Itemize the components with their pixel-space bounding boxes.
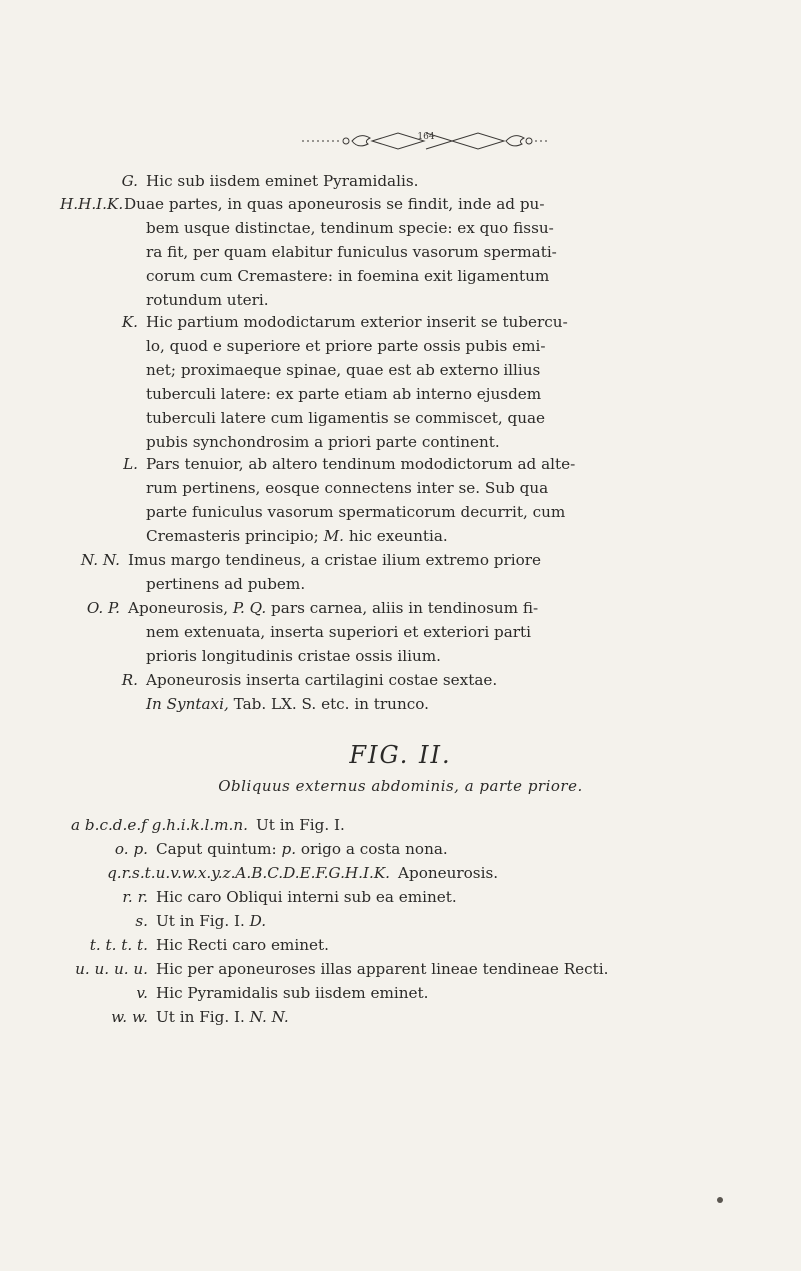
entry-label: H.H.I.K. (60, 195, 124, 213)
entry-text: Ut in Fig. I. (156, 1008, 245, 1026)
inline-text: hic exeuntia. (348, 527, 448, 545)
entry-text: Hic per aponeuroses illas apparent lineae tendineae Recti. (156, 960, 609, 978)
entry-line: bem usque distinctae, tendinum specie: ex quo fissu- (146, 219, 554, 237)
entry-line: pubis synchondrosim a priori parte continent. (146, 433, 500, 451)
entry-line-text: Cremasteris principio; (146, 527, 319, 545)
entry-line: corum cum Cremastere: in foemina exit ligamentum (146, 267, 550, 285)
entry-label: w. w. (111, 1008, 148, 1026)
entry-line: Pars tenuior, ab altero tendinum mododictorum ad alte- (146, 455, 576, 473)
page-number: 164 (417, 132, 435, 142)
entry-label: t. t. t. t. (89, 936, 148, 954)
entry-label: u. u. u. u. (75, 960, 148, 978)
entry-line: tuberculi latere: ex parte etiam ab interno ejusdem (146, 385, 542, 403)
ink-spot (717, 1197, 723, 1203)
entry-text: Hic Recti caro eminet. (156, 936, 329, 954)
extra-label: D. (249, 912, 267, 930)
entry-line: parte funiculus vasorum spermaticorum decurrit, cum (146, 503, 566, 521)
entry-line: Hic partium mododictarum exterior inserit se tubercu- (146, 313, 568, 331)
entry-line: pertinens ad pubem. (146, 575, 306, 593)
entry-line: rum pertinens, eosque connectens inter se. Sub qua (146, 479, 549, 497)
entry-label: o. p. (114, 840, 148, 858)
entry-label: K. (121, 313, 138, 331)
entry-line: lo, quod e superiore et priore parte ossis pubis emi- (146, 337, 546, 355)
figure-subtitle: Obliquus externus abdominis, a parte priore. (218, 777, 583, 795)
entry-line: nem extenuata, inserta superiori et exteriori parti (146, 623, 531, 641)
entry-label: v. (136, 984, 148, 1002)
entry-label: N. N. (80, 551, 120, 569)
entry-line: Hic sub iisdem eminet Pyramidalis. (146, 172, 419, 190)
entry-label: G. (121, 172, 138, 190)
syntaxis-prefix: In Syntaxi, (146, 695, 229, 713)
syntaxis-rest: Tab. LX. S. etc. in trunco. (233, 695, 429, 713)
syntaxis-text (146, 693, 429, 715)
extra-label: p. (281, 840, 297, 858)
entry-line-text: Aponeurosis, (128, 599, 229, 617)
entry-label: s. (135, 912, 148, 930)
entry-line: Duae partes, in quas aponeurosis se findit, inde ad pu- (124, 195, 545, 213)
entry-line: Aponeurosis inserta cartilagini costae sextae. (146, 671, 498, 689)
entry-label: q.r.s.t.u.v.w.x.y.z.A.B.C.D.E.F.G.H.I.K. (107, 864, 390, 882)
entry-line: tuberculi latere cum ligamentis se commiscet, quae (146, 409, 546, 427)
entry-label: O. P. (86, 599, 120, 617)
extra-label: N. N. (249, 1008, 289, 1026)
figure-title: FIG. II. (349, 741, 452, 769)
extra-text: origo a costa nona. (300, 840, 448, 858)
entry-label: R. (121, 671, 138, 689)
entry-text: Hic caro Obliqui interni sub ea eminet. (156, 888, 457, 906)
entry-line: Imus margo tendineus, a cristae ilium extremo priore (128, 551, 542, 569)
inline-text: pars carnea, aliis in tendinosum fi- (271, 599, 539, 617)
inline-label: M. (323, 527, 344, 545)
entry-line: rotundum uteri. (146, 291, 269, 309)
entry-line: net; proximaeque spinae, quae est ab externo illius (146, 361, 541, 379)
entry-text: Aponeurosis. (398, 864, 499, 882)
entry-text: Ut in Fig. I. (156, 912, 245, 930)
entry-label: L. (123, 455, 138, 473)
entry-text: Ut in Fig. I. (256, 816, 345, 834)
entry-line (156, 838, 448, 860)
entry-label: r. r. (122, 888, 148, 906)
entry-line (156, 910, 266, 932)
entry-line: ra fit, per quam elabitur funiculus vasorum spermati- (146, 243, 557, 261)
entry-line: prioris longitudinis cristae ossis ilium. (146, 647, 441, 665)
entry-text: Caput quintum: (156, 840, 277, 858)
entry-text: Hic Pyramidalis sub iisdem eminet. (156, 984, 429, 1002)
inline-label: P. Q. (232, 599, 267, 617)
entry-line (156, 1006, 289, 1028)
entry-label: a b.c.d.e.f g.h.i.k.l.m.n. (71, 816, 248, 834)
